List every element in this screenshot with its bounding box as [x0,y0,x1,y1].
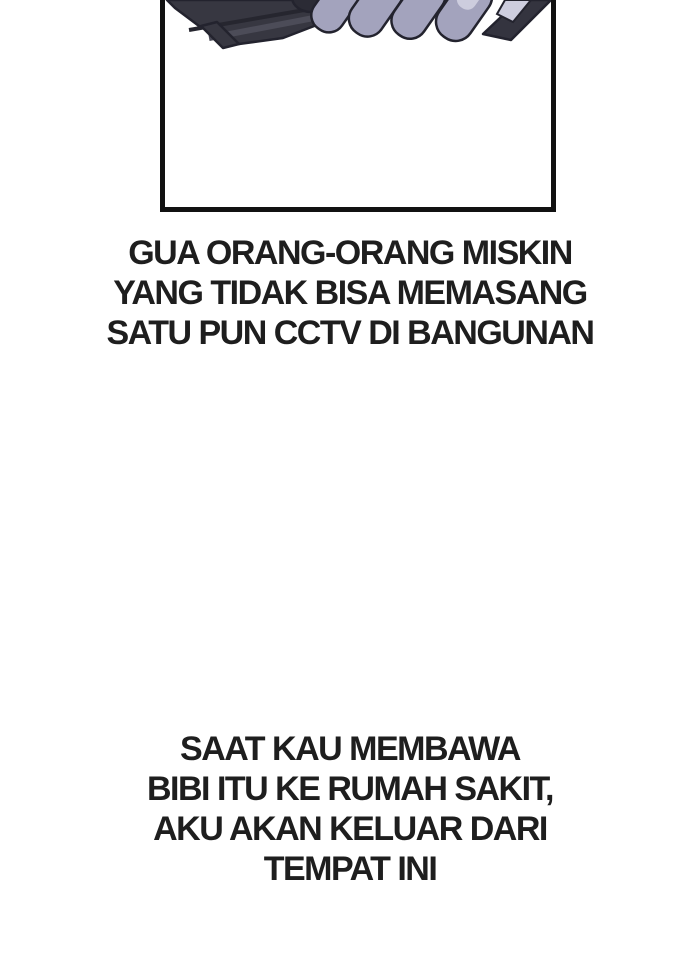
narration-line: AKU AKAN KELUAR DARI [153,810,547,848]
narration-line: SAAT KAU MEMBAWA [180,730,520,768]
narration-line: BIBI ITU KE RUMAH SAKIT, [147,770,553,808]
narration-block-2 [0,729,700,889]
comic-panel [160,0,556,212]
narration-line: GUA ORANG-ORANG MISKIN [128,234,572,272]
hand-artwork [292,0,551,48]
panel-artwork [165,0,551,72]
narration-line: SATU PUN CCTV DI BANGUNAN [106,314,594,352]
narration-block-1 [0,233,700,353]
narration-line: TEMPAT INI [263,850,437,888]
narration-line: YANG TIDAK BISA MEMASANG [113,274,587,312]
